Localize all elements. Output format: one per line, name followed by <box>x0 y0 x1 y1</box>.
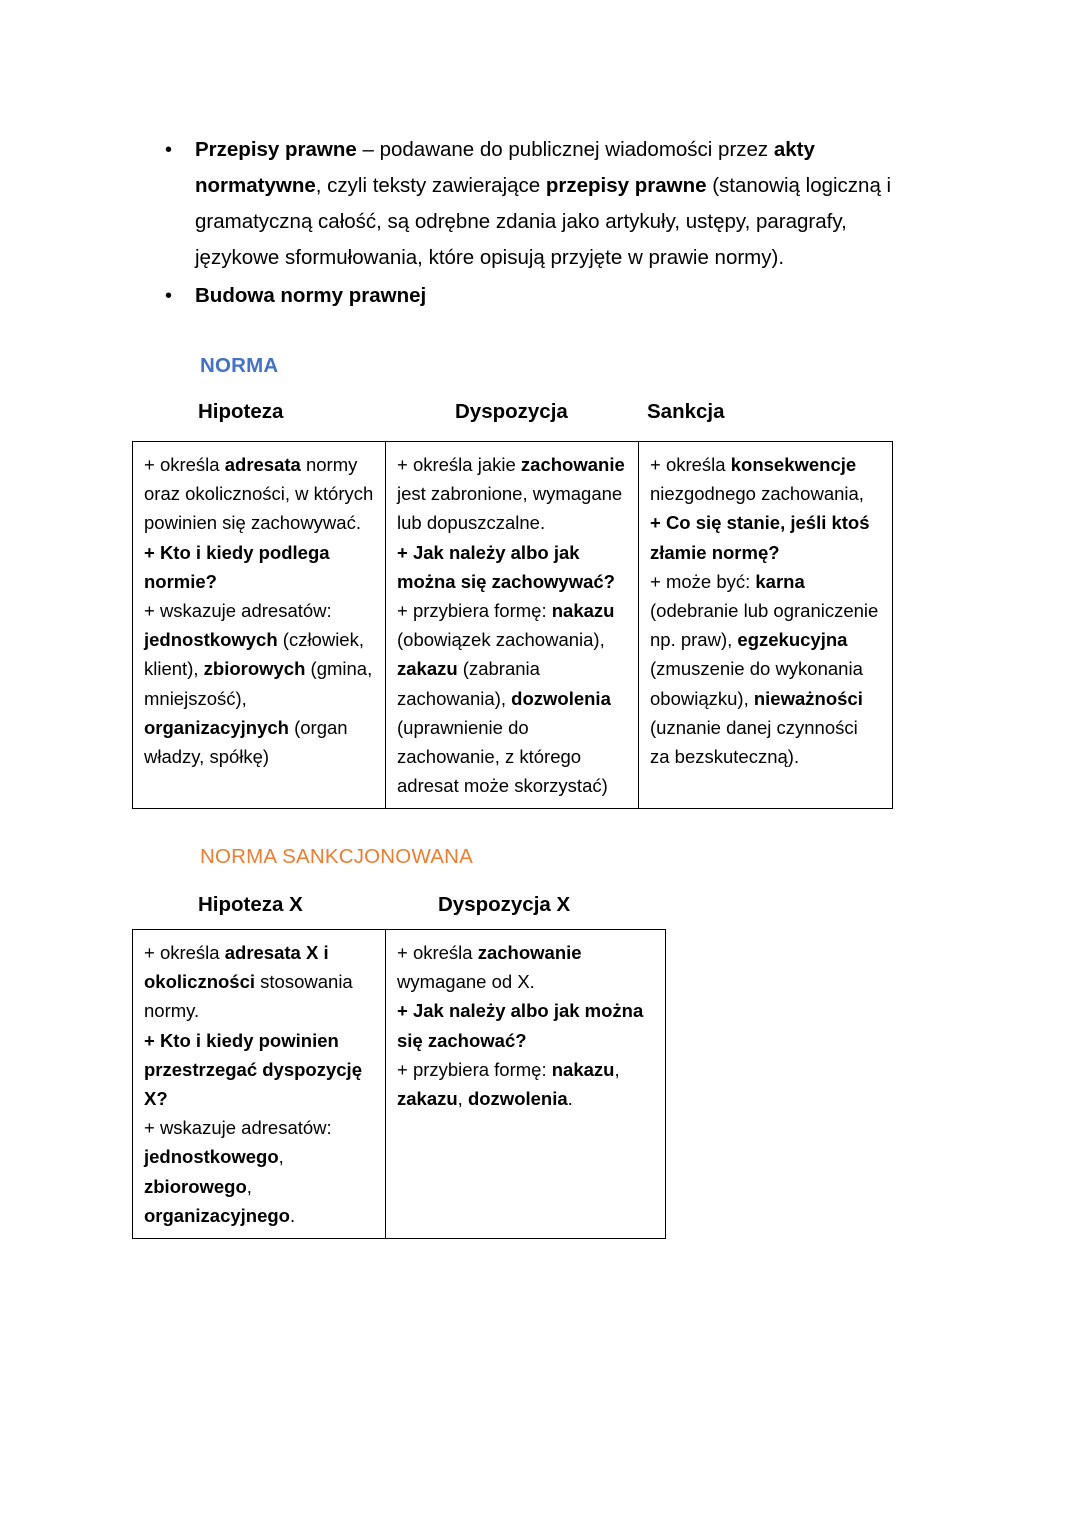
bullet-item-budowa-normy-prawnej: • Budowa normy prawnej <box>132 278 922 314</box>
column-header-hipoteza: Hipoteza <box>198 400 284 423</box>
cell-norma-sankcjonowana-dyspozycja-x <box>386 930 666 1239</box>
cell-norma-dyspozycja <box>386 442 639 809</box>
section-heading-norma-sankcjonowana: NORMA SANKCJONOWANA <box>200 845 473 868</box>
column-header-dyspozycja-x: Dyspozycja X <box>438 893 571 916</box>
cell-text: + określa konsekwencje niezgodnego zachowania, + Co się stanie, jeśli ktoś złamie normę? + może być: karna (odebranie lub ograniczenie np. praw), egzekucyjna (zmuszenie do wykonania obowiązku), nieważności (uznanie danej czynności za bezskuteczną). <box>650 454 879 768</box>
table-row <box>133 930 666 1239</box>
column-header-sankcja: Sankcja <box>647 400 725 423</box>
intro-bullet-list <box>132 132 922 314</box>
cell-norma-sankcjonowana-hipoteza-x <box>133 930 386 1239</box>
cell-text: + określa adresata normy oraz okoliczności, w których powinien się zachowywać. + Kto i kiedy podlega normie? + wskazuje adresatów: jednostkowych (człowiek, klient), zbiorowych (gmina, mniejszość), organizacyjnych (organ władzy, spółkę) <box>144 454 374 768</box>
cell-norma-sankcja <box>639 442 893 809</box>
section-heading-norma: NORMA <box>200 354 279 377</box>
cell-text: + określa zachowanie wymagane od X. + Jak należy albo jak można się zachować? + przybiera formę: nakazu, zakazu, dozwolenia. <box>397 942 644 1110</box>
table-norma-sankcjonowana <box>132 929 666 1239</box>
table-norma-sankcjonowana-column-headers <box>132 890 672 920</box>
column-header-hipoteza-x: Hipoteza X <box>198 893 303 916</box>
table-row <box>133 442 893 809</box>
cell-text: + określa jakie zachowanie jest zabronione, wymagane lub dopuszczalne. + Jak należy albo jak można się zachowywać? + przybiera formę: nakazu (obowiązek zachowania), zakazu (zabrania zachowania), dozwolenia (uprawnienie do zachowanie, z którego adresat może skorzystać) <box>397 454 625 797</box>
bullet-item-przepisy-prawne: • Przepisy prawne – podawane do publicznej wiadomości przez akty normatywne, czyli teksty zawierające przepisy prawne (stanowią logiczną i gramatyczną całość, są odrębne zdania jako artykuły, ustępy, paragrafy, językowe sformułowania, które opisują przyjęte w prawie normy). <box>132 132 922 276</box>
cell-norma-hipoteza <box>133 442 386 809</box>
cell-text: + określa adresata X i okoliczności stosowania normy. + Kto i kiedy powinien przestrzegać dyspozycję X? + wskazuje adresatów: jednostkowego, zbiorowego, organizacyjnego. <box>144 942 362 1226</box>
table-norma-column-headers <box>132 397 892 427</box>
table-norma <box>132 441 893 809</box>
column-header-dyspozycja: Dyspozycja <box>455 400 568 423</box>
